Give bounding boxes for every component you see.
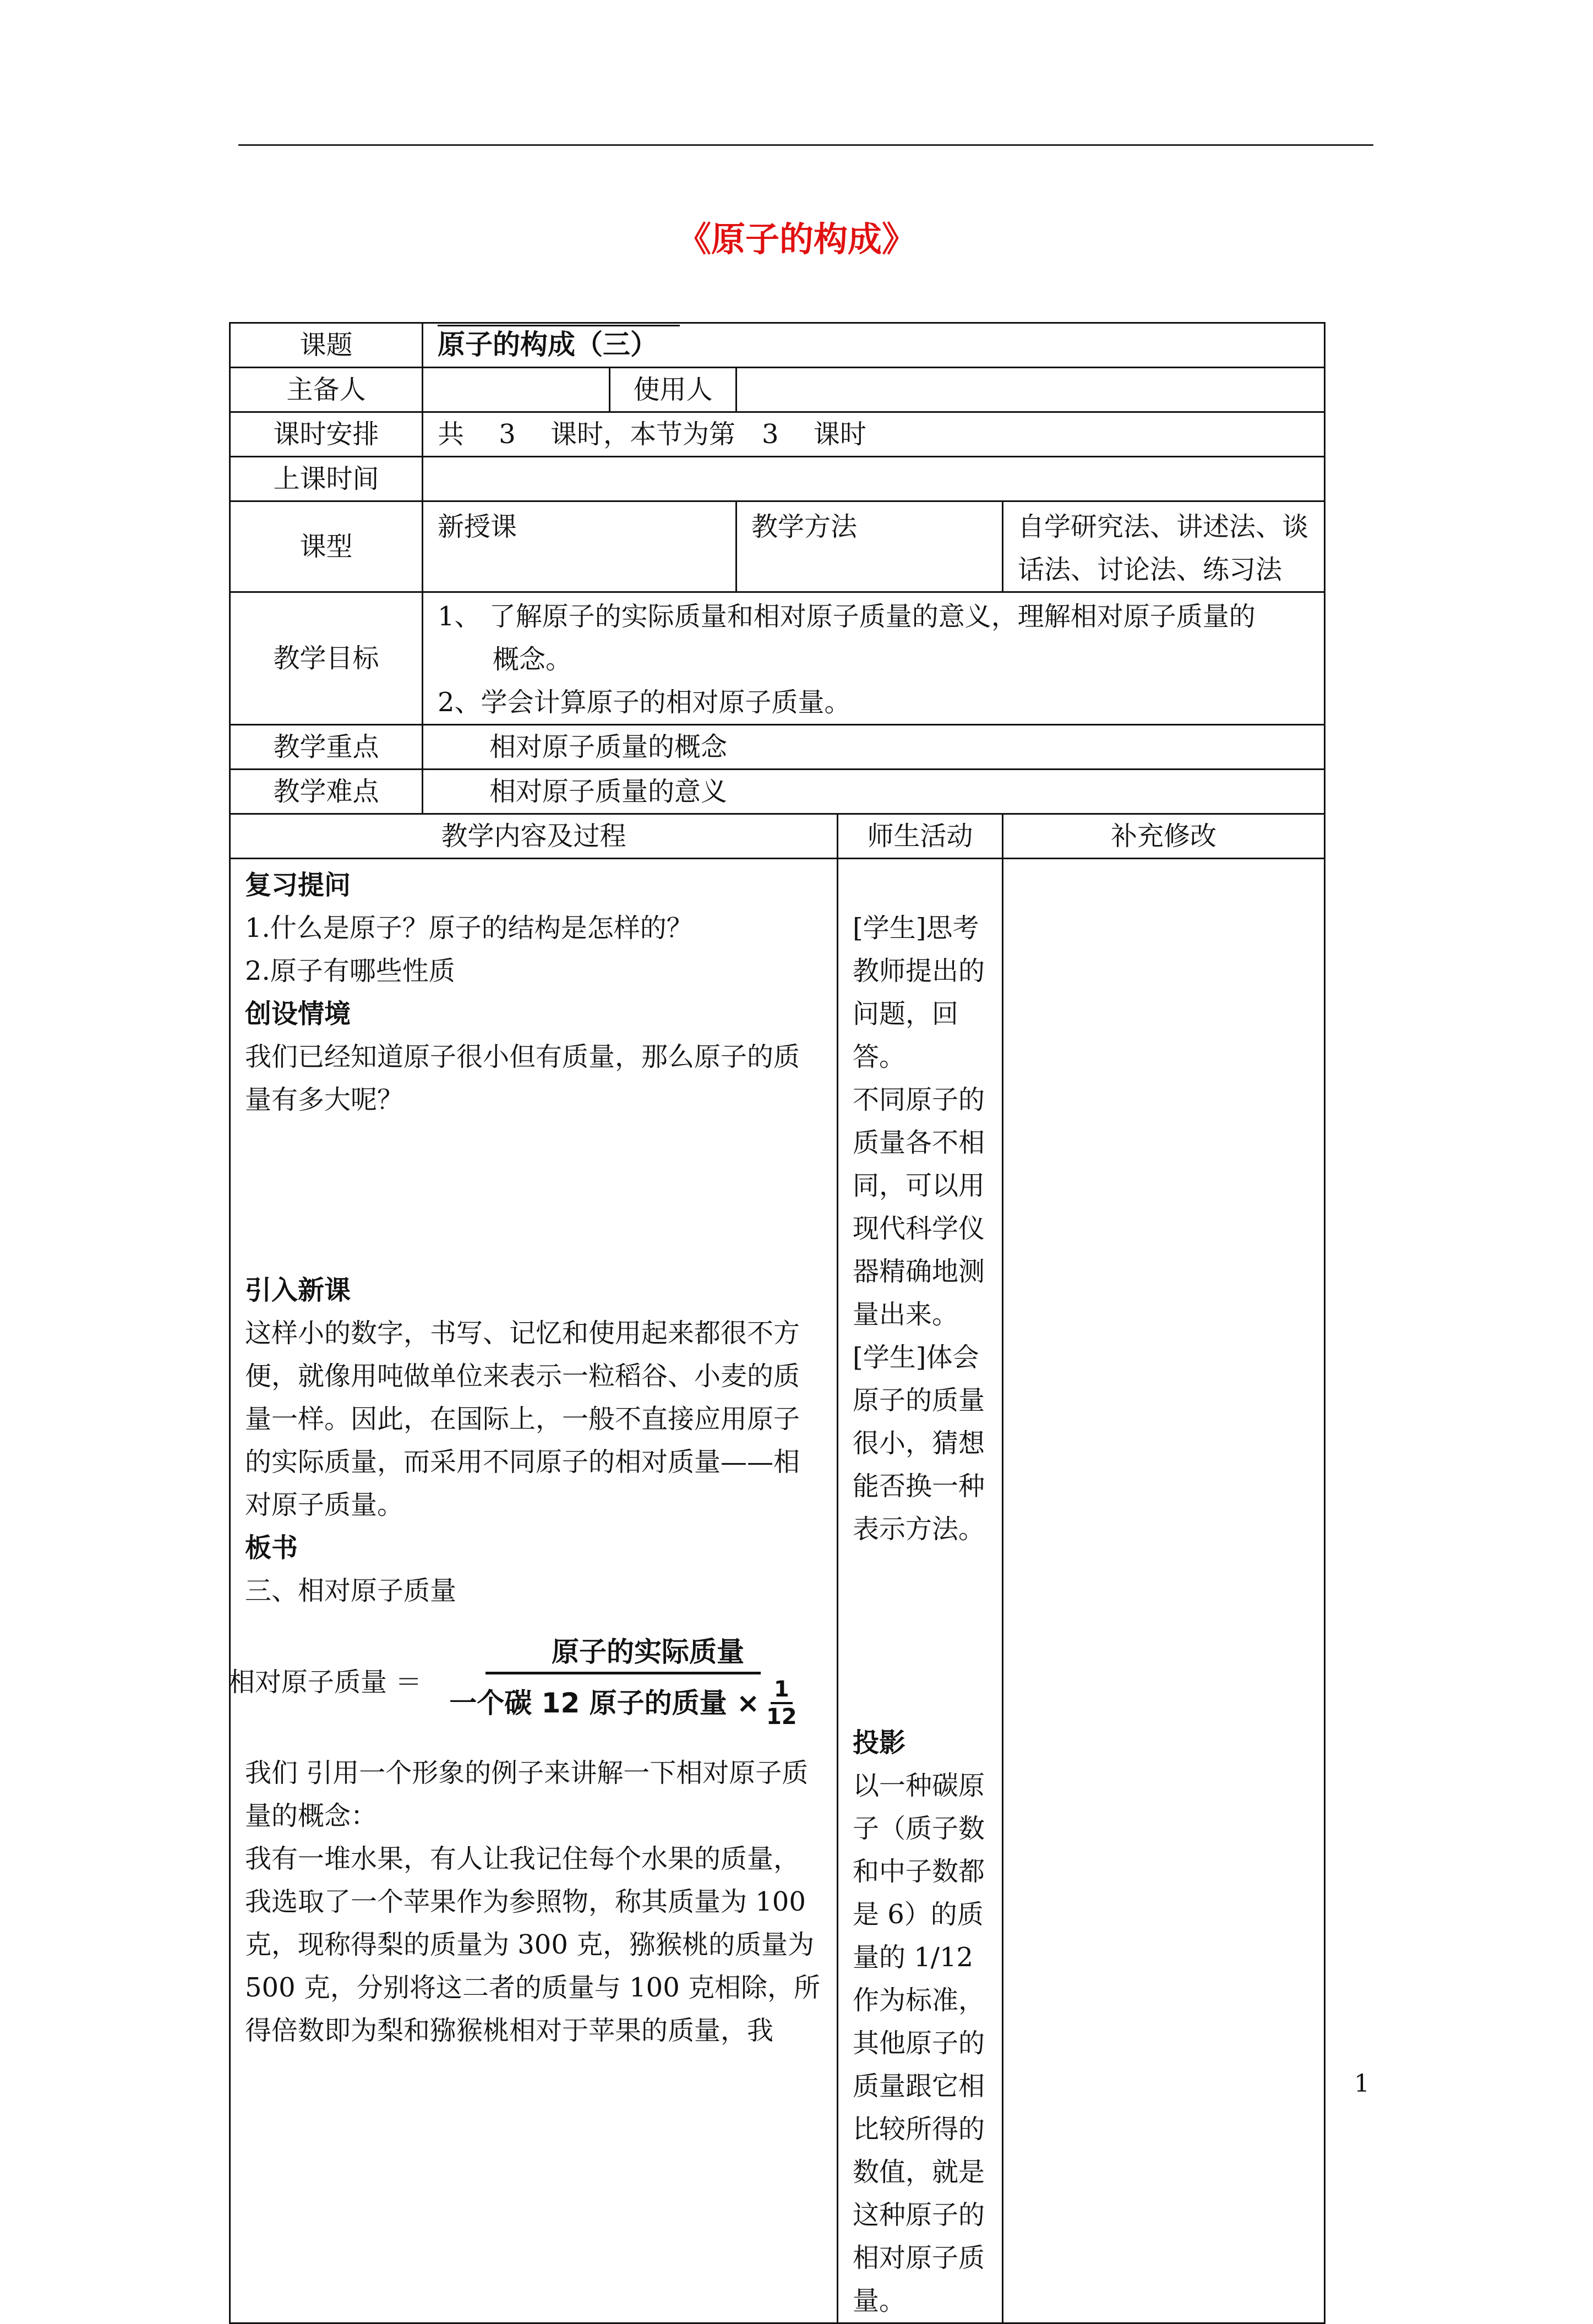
formula-fraction — [449, 1634, 796, 1730]
goal-1: 1、 了解原子的实际质量和相对原子质量的意义，理解相对原子质量的 — [438, 601, 1256, 632]
example-text-1: 我们 引用一个形象的例子来讲解一下相对原子质量的概念： — [245, 1758, 809, 1831]
spacer — [245, 1121, 822, 1269]
formula-lhs: 相对原子质量 ＝ — [228, 1666, 422, 1698]
focus-value: 相对原子质量的概念 — [423, 725, 1325, 770]
row-preparer — [230, 368, 1325, 412]
lesson-plan-table — [229, 322, 1325, 2324]
projection-heading: 投影 — [853, 1727, 906, 1758]
activity-cell — [838, 859, 1003, 2323]
goal-1-cont: 概念。 — [493, 644, 572, 675]
activity-2: 不同原子的质量各不相同，可以用现代科学仪器精确地测量出来。 — [853, 1084, 985, 1330]
row-time — [230, 457, 1325, 501]
difficulty-value: 相对原子质量的意义 — [423, 770, 1325, 814]
row-schedule — [230, 412, 1325, 457]
row-body — [230, 859, 1325, 2323]
column-header-supplement: 补充修改 — [1003, 814, 1325, 859]
formula-frac-den: 12 — [766, 1704, 797, 1730]
goals-label: 教学目标 — [230, 592, 423, 725]
activity-1: [学生]思考教师提出的问题，回答。 — [853, 913, 985, 1072]
board-heading: 板书 — [245, 1532, 298, 1563]
goals-cell — [423, 592, 1325, 725]
header-rule — [238, 144, 1373, 146]
formula-denominator-text: 一个碳 12 原子的质量 × — [449, 1687, 760, 1719]
review-q1: 1.什么是原子？原子的结构是怎样的？ — [245, 913, 693, 943]
intro-text: 这样小的数字，书写、记忆和使用起来都很不方便，就像用吨做单位来表示一粒稻谷、小麦的质量一样。因此，在国际上，一般不直接应用原子的实际质量，而采用不同原子的相对质量——相对原子质量。 — [245, 1318, 800, 1520]
time-label: 上课时间 — [230, 457, 423, 501]
column-header-activity: 师生活动 — [838, 814, 1003, 859]
supplement-cell — [1003, 859, 1325, 2323]
preparer-value — [423, 368, 610, 412]
relative-mass-formula — [228, 1634, 822, 1730]
topic-value: 原子的构成（三） — [438, 325, 680, 363]
formula-denominator — [449, 1674, 796, 1730]
row-focus — [230, 725, 1325, 770]
projection-text: 以一种碳原子（质子数和中子数都是 6）的质量的 1/12 作为标准，其他原子的质量跟它相比较所得的数值，就是这种原子的相对原子质量。 — [853, 1770, 985, 2316]
goal-2: 2、学会计算原子的相对原子质量。 — [438, 687, 851, 718]
row-topic — [230, 323, 1325, 368]
formula-numerator: 原子的实际质量 — [485, 1634, 761, 1674]
row-goals — [230, 592, 1325, 725]
document-title: 《原子的构成》 — [677, 219, 916, 259]
content-cell — [230, 859, 838, 2323]
formula-one-twelfth — [766, 1677, 797, 1730]
method-value: 自学研究法、讲述法、谈话法、讨论法、练习法 — [1003, 501, 1325, 592]
scenario-text: 我们已经知道原子很小但有质量，那么原子的质量有多大呢？ — [245, 1041, 800, 1115]
difficulty-label: 教学难点 — [230, 770, 423, 814]
method-label: 教学方法 — [737, 501, 1003, 592]
type-value: 新授课 — [423, 501, 737, 592]
row-type — [230, 501, 1325, 592]
review-heading: 复习提问 — [245, 870, 351, 901]
example-text-2: 我有一堆水果，有人让我记住每个水果的质量，我选取了一个苹果作为参照物，称其质量为 100 克，现称得梨的质量为 300 克，猕猴桃的质量为 500 克，分别将这二者的质量与 100 克相除，所得倍数即为梨和猕猴桃相对于苹果的质量，我 — [245, 1843, 821, 2046]
page-number: 1 — [1354, 2070, 1370, 2098]
user-label: 使用人 — [610, 368, 737, 412]
formula-frac-num: 1 — [771, 1677, 793, 1704]
time-value — [423, 457, 1325, 501]
spacer — [853, 1551, 988, 1721]
schedule-label: 课时安排 — [230, 412, 423, 457]
topic-value-cell — [423, 323, 1325, 368]
scenario-heading: 创设情境 — [245, 999, 351, 1029]
schedule-value: 共 3 课时，本节为第 3 课时 — [423, 412, 1325, 457]
row-column-headers — [230, 814, 1325, 859]
review-q2: 2.原子有哪些性质 — [245, 956, 455, 986]
row-difficulty — [230, 770, 1325, 814]
column-header-content: 教学内容及过程 — [230, 814, 838, 859]
board-text: 三、相对原子质量 — [245, 1575, 457, 1606]
topic-label: 课题 — [230, 323, 423, 368]
preparer-label: 主备人 — [230, 368, 423, 412]
focus-label: 教学重点 — [230, 725, 423, 770]
activity-3: [学生]体会原子的质量很小，猜想能否换一种表示方法。 — [853, 1342, 985, 1545]
intro-heading: 引入新课 — [245, 1275, 351, 1306]
type-label: 课型 — [230, 501, 423, 592]
user-value — [737, 368, 1325, 412]
